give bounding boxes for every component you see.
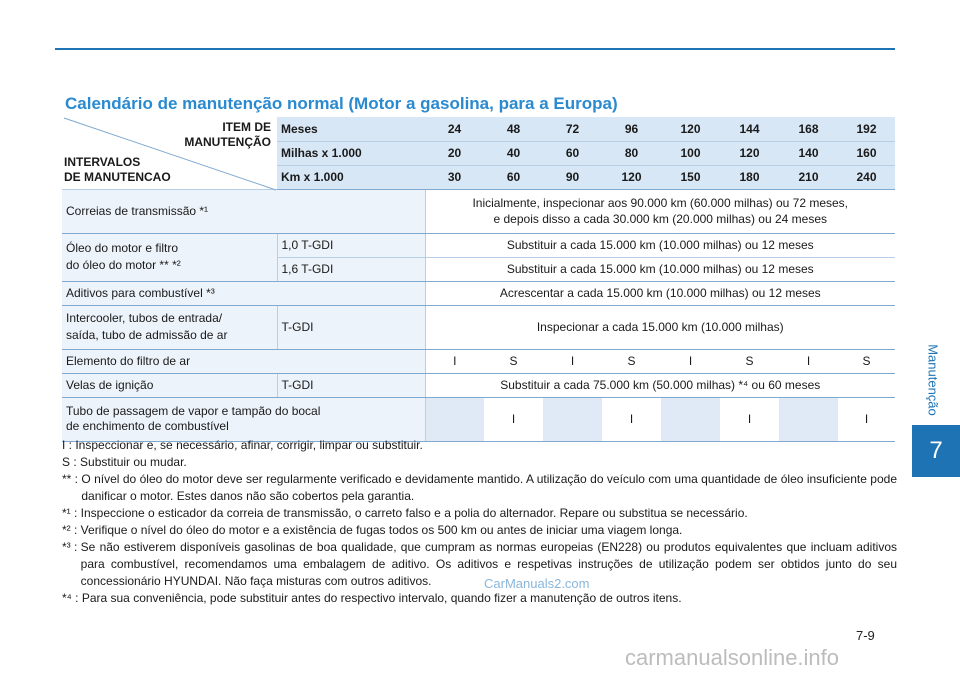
- header-km-label: Km x 1.000: [277, 165, 425, 189]
- header-value: 90: [543, 165, 602, 189]
- footnote-3: *³ : Se não estiverem disponíveis gasolinas de boa qualidade, que cumpram as normas europeias (EN228) ou produtos equivalentes que incluam aditivos para combustível, recomendamos uma embalagem de aditivo. Os aditivos e respetivas instruções de utilização podem ser obtidos junto do seu concessionário HYUNDAI. Não faça misturas com outros aditivos.: [62, 540, 897, 588]
- header-value: 96: [602, 117, 661, 141]
- header-value: 60: [484, 165, 543, 189]
- header-value: 150: [661, 165, 720, 189]
- chapter-side-label: Manutenção: [925, 344, 941, 416]
- header-value: 60: [543, 141, 602, 165]
- interval-cell: I: [661, 349, 720, 373]
- header-value: 20: [425, 141, 484, 165]
- maintenance-schedule-table: [62, 117, 895, 442]
- interval-cell: [425, 397, 484, 441]
- row-drive-belts: [62, 189, 895, 233]
- header-value: 80: [602, 141, 661, 165]
- row-instruction: Inicialmente, inspecionar aos 90.000 km (60.000 milhas) ou 72 meses, e depois disso a cada 30.000 km (20.000 milhas) ou 24 meses: [425, 189, 895, 233]
- row-instruction: Substituir a cada 75.000 km (50.000 milhas) *⁴ ou 60 meses: [425, 373, 895, 397]
- watermark-small: CarManuals2.com: [484, 576, 590, 591]
- row-intercooler: [62, 305, 895, 349]
- interval-cell: I: [543, 349, 602, 373]
- row-sub-label: T-GDI: [277, 373, 425, 397]
- chapter-number-tab: 7: [912, 425, 960, 477]
- corner-maintenance-item-label: ITEM DE MANUTENÇÃO: [184, 120, 271, 149]
- header-value: 160: [838, 141, 895, 165]
- header-value: 40: [484, 141, 543, 165]
- header-miles-label: Milhas x 1.000: [277, 141, 425, 165]
- footnote-4: *⁴ : Para sua conveniência, pode substituir antes do respectivo intervalo, quando fizer a manutenção de outros itens.: [62, 591, 682, 605]
- header-value: 240: [838, 165, 895, 189]
- interval-cell: I: [425, 349, 484, 373]
- header-value: 100: [661, 141, 720, 165]
- interval-cell: I: [838, 397, 895, 441]
- header-value: 48: [484, 117, 543, 141]
- top-rule: [55, 48, 895, 50]
- corner-intervals-label: INTERVALOS DE MANUTENCAO: [64, 154, 171, 184]
- row-label: Aditivos para combustível *³: [62, 281, 425, 305]
- row-sub-label: 1,0 T-GDI: [277, 233, 425, 257]
- interval-cell: S: [602, 349, 661, 373]
- footnote-double-star: ** : O nível do óleo do motor deve ser regularmente verificado e devidamente mantido. A utilização do veículo com uma quantidade de óleo insuficiente pode danificar o motor. Estes danos não são cobertos pela garantia.: [62, 472, 897, 503]
- row-label: Correias de transmissão *¹: [62, 189, 425, 233]
- row-sub-label: 1,6 T-GDI: [277, 257, 425, 281]
- row-instruction: Inspecionar a cada 15.000 km (10.000 milhas): [425, 305, 895, 349]
- row-label: Tubo de passagem de vapor e tampão do bocal de enchimento de combustível: [62, 397, 425, 441]
- interval-cell: [543, 397, 602, 441]
- header-value: 180: [720, 165, 779, 189]
- header-months-label: Meses: [277, 117, 425, 141]
- row-fuel-additives: [62, 281, 895, 305]
- interval-cell: S: [838, 349, 895, 373]
- row-engine-oil-1: [62, 233, 895, 257]
- interval-cell: I: [779, 349, 838, 373]
- row-vapor-hose: [62, 397, 895, 441]
- header-value: 192: [838, 117, 895, 141]
- header-value: 120: [661, 117, 720, 141]
- interval-cell: I: [602, 397, 661, 441]
- footnotes: [62, 437, 897, 607]
- header-value: 210: [779, 165, 838, 189]
- header-value: 120: [602, 165, 661, 189]
- row-label: Velas de ignição: [62, 373, 277, 397]
- row-air-filter: [62, 349, 895, 373]
- header-corner-cell: [62, 117, 277, 189]
- header-value: 144: [720, 117, 779, 141]
- header-row-months: [62, 117, 895, 141]
- row-spark-plugs: [62, 373, 895, 397]
- header-value: 24: [425, 117, 484, 141]
- interval-cell: [661, 397, 720, 441]
- footnote-replace: S : Substituir ou mudar.: [62, 455, 187, 469]
- header-value: 120: [720, 141, 779, 165]
- header-value: 72: [543, 117, 602, 141]
- row-label: Óleo do motor e filtro do óleo do motor ** *²: [62, 233, 277, 281]
- interval-cell: S: [484, 349, 543, 373]
- interval-cell: S: [720, 349, 779, 373]
- row-label: Intercooler, tubos de entrada/ saída, tubo de admissão de ar: [62, 305, 277, 349]
- footnote-2: *² : Verifique o nível do óleo do motor e a existência de fugas todos os 500 km ou antes de iniciar uma viagem longa.: [62, 523, 683, 537]
- row-label: Elemento do filtro de ar: [62, 349, 425, 373]
- row-instruction: Acrescentar a cada 15.000 km (10.000 milhas) ou 12 meses: [425, 281, 895, 305]
- header-value: 140: [779, 141, 838, 165]
- row-instruction: Substituir a cada 15.000 km (10.000 milhas) ou 12 meses: [425, 233, 895, 257]
- watermark-large: carmanualsonline.info: [625, 645, 840, 670]
- page-title: Calendário de manutenção normal (Motor a gasolina, para a Europa): [65, 94, 618, 113]
- header-value: 30: [425, 165, 484, 189]
- interval-cell: I: [484, 397, 543, 441]
- footnote-1: *¹ : Inspeccione o esticador da correia de transmissão, o carreto falso e a polia do alternador. Repare ou substitua se necessário.: [62, 506, 748, 520]
- page-number: 7-9: [856, 628, 875, 643]
- row-sub-label: T-GDI: [277, 305, 425, 349]
- interval-cell: I: [720, 397, 779, 441]
- header-value: 168: [779, 117, 838, 141]
- interval-cell: [779, 397, 838, 441]
- footnote-inspect: I : Inspeccionar e, se necessário, afinar, corrigir, limpar ou substituir.: [62, 438, 423, 452]
- row-instruction: Substituir a cada 15.000 km (10.000 milhas) ou 12 meses: [425, 257, 895, 281]
